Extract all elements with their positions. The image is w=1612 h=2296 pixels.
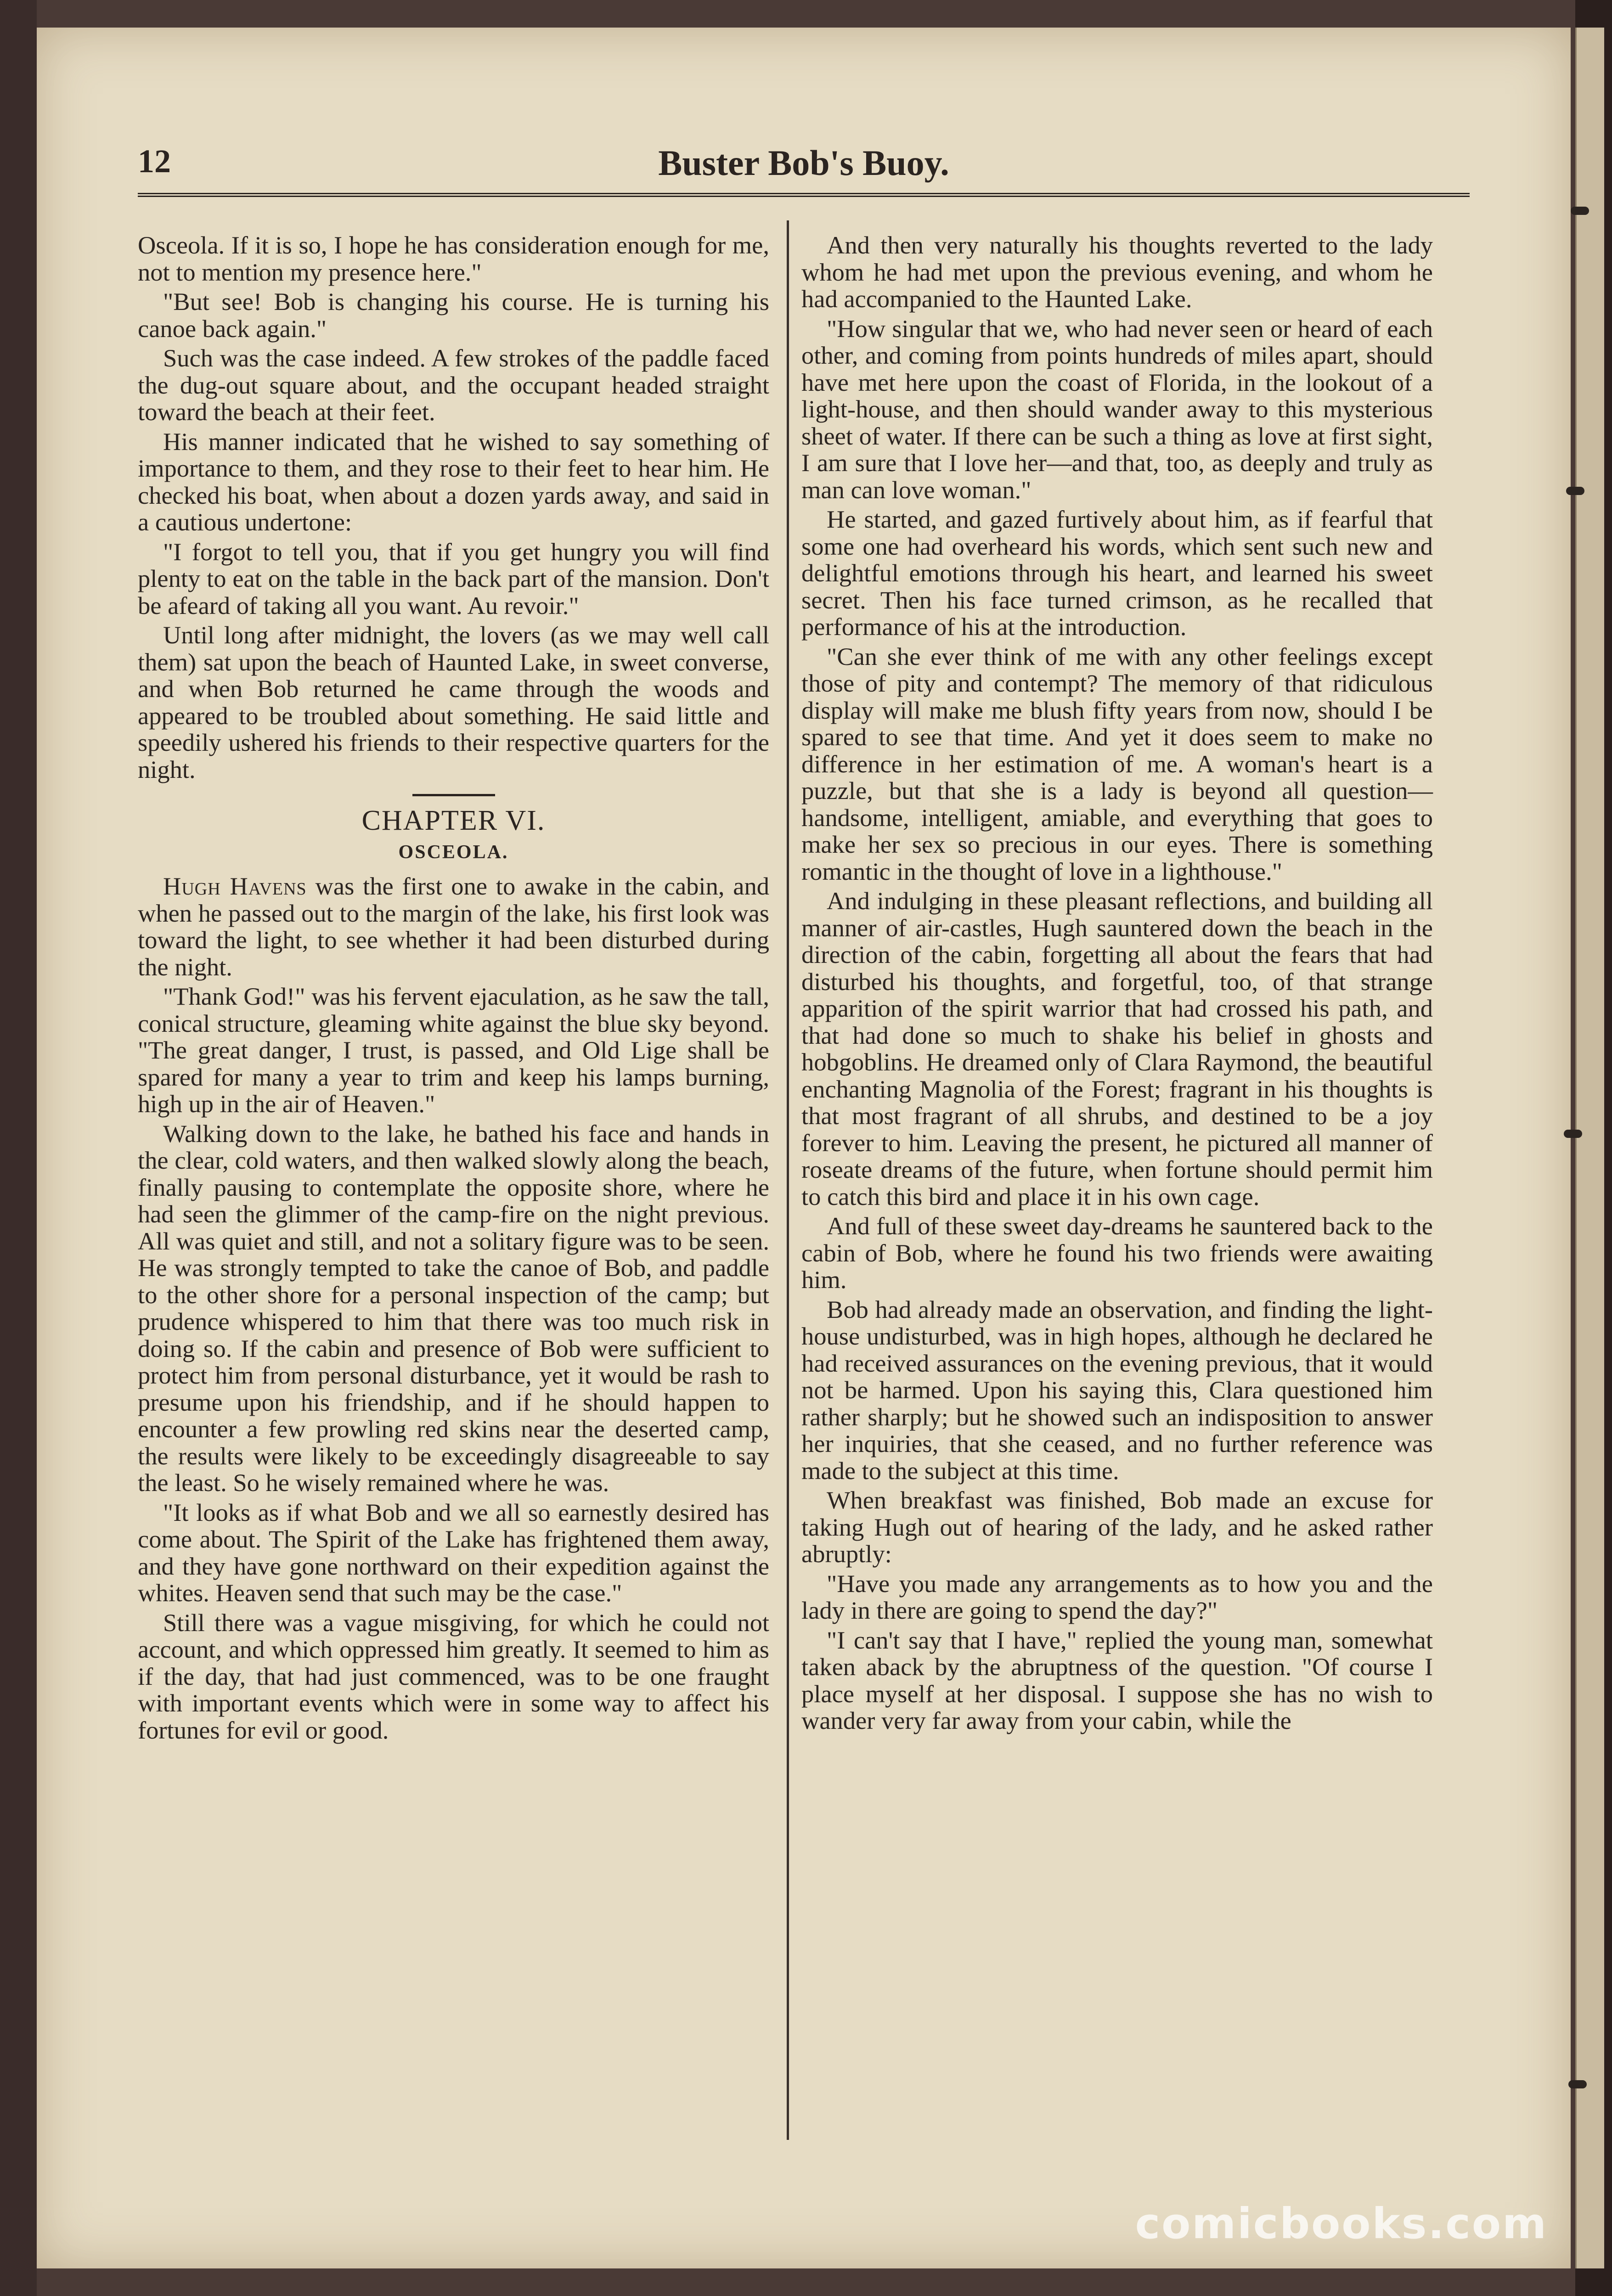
paragraph: And then very naturally his thoughts reverted to the lady whom he had met upon the previous evening, and whom he had accompanied to the Haunted Lake. xyxy=(801,231,1433,313)
paragraph: "Have you made any arrangements as to how you and the lady in there are going to spend the day?" xyxy=(801,1569,1433,1624)
paragraph: When breakfast was finished, Bob made an excuse for taking Hugh out of hearing of the lady, and he asked rather abruptly: xyxy=(801,1486,1433,1568)
paragraph: "How singular that we, who had never seen or heard of each other, and coming from points hundreds of miles apart, should have met here upon the coast of Florida, in the lookout of a light-house, and then should wander away to this mysterious sheet of water. If there can be such a thing as love at first sight, I am sure that I love her—and that, too, as deeply and truly as man can love woman." xyxy=(801,314,1433,504)
chapter-subheading: OSCEOLA. xyxy=(398,841,509,863)
paragraph: "It looks as if what Bob and we all so earnestly desired has come about. The Spirit of the Lake has frightened them away, and they have gone northward on their expedition against the whites. Heaven send that such may be the case." xyxy=(138,1498,769,1607)
paragraph: Bob had already made an observation, and finding the light-house undisturbed, was in high hopes, although he declared he had received assurances on the evening previous, that it would not be harmed. Upon his saying this, Clara questioned him rather sharply; but he showed such an indisposition to answer her inquiries, that she ceased, and no further reference was made to the subject at this time. xyxy=(801,1295,1433,1485)
paragraph: "I forgot to tell you, that if you get hungry you will find plenty to eat on the table in the back part of the mansion. Don't be afeard of taking all you want. Au revoir." xyxy=(138,537,769,619)
paragraph: Osceola. If it is so, I hope he has consideration enough for me, not to mention my presence here." xyxy=(138,231,769,286)
binding-staple-mark xyxy=(1571,207,1589,215)
paragraph: His manner indicated that he wished to say something of importance to them, and they rose to their feet to hear him. He checked his boat, when about a dozen yards away, and said in a cautious undertone: xyxy=(138,427,769,536)
opening-name: Hugh Havens xyxy=(163,872,307,900)
paragraph: Walking down to the lake, he bathed his face and hands in the clear, cold waters, and then walked slowly along the beach, finally pausing to contemplate the opposite shore, where he had seen the glimmer of the camp-fire on the night previous. All was quiet and still, and not a solitary figure was to be seen. He was strongly tempted to take the canoe of Bob, and paddle to the other shore for a personal inspection of the camp; but prudence whispered to him that there was too much risk in doing so. If the cabin and presence of Bob were sufficient to protect him from personal disturbance, yet it would be rash to presume upon his friendship, and if he should happen to encounter a few prowling red skins near the deserted camp, the results were likely to be exceedingly disagreeable to say the least. So he wisely remained where he was. xyxy=(138,1119,769,1497)
left-column xyxy=(138,232,769,1746)
running-title: Buster Bob's Buoy. xyxy=(658,143,949,183)
paragraph: "Thank God!" was his fervent ejaculation, as he saw the tall, conical structure, gleaming white against the blue sky beyond. "The great danger, I trust, is passed, and Old Lige shall be spared for many a year to trim and keep his lamps burning, high up in the air of Heaven." xyxy=(138,982,769,1118)
chapter-divider-rule xyxy=(412,794,495,796)
binding-staple-mark xyxy=(1566,487,1584,495)
binding-staple-mark xyxy=(1564,1130,1582,1138)
paragraph: And full of these sweet day-dreams he sauntered back to the cabin of Bob, where he found his two friends were awaiting him. xyxy=(801,1212,1433,1294)
page-header xyxy=(138,133,1470,197)
chapter-heading: CHAPTER VI. xyxy=(361,805,546,836)
paragraph: "I can't say that I have," replied the young man, somewhat taken aback by the abruptness of the question. "Of course I place myself at her disposal. I suppose she has no wish to wander very far away from your cabin, while the xyxy=(801,1626,1433,1734)
right-column xyxy=(801,232,1433,1737)
paragraph: "Can she ever think of me with any other feelings except those of pity and contempt? The memory of that ridiculous display will make me blush fifty years from now, should I be spared to see that time. And yet it does seem to make no difference in her estimation of me. A woman's heart is a puzzle, but that she is a lady is beyond all question—handsome, intelligent, amiable, and everything that goes to make her sex so precious in our eyes. There is something romantic in the thought of love in a lighthouse." xyxy=(801,642,1433,885)
paragraph: Such was the case indeed. A few strokes of the paddle faced the dug-out square about, and the occupant headed straight toward the beach at their feet. xyxy=(138,344,769,426)
paragraph: And indulging in these pleasant reflections, and building all manner of air-castles, Hugh sauntered down the beach in the direction of the cabin, forgetting all about the fears that had disturbed his thoughts, and forgetful, too, of that strange apparition of the spirit warrior that had crossed his path, and that had done so much to shake his belief in ghosts and hobgoblins. He dreamed only of Clara Raymond, the beautiful enchanting Magnolia of the Forest; fragrant in his thoughts is that most fragrant of all shrubs, and destined to be a joy forever to him. Leaving the present, he pictured all manner of roseate dreams of the future, when fortune should permit him to catch this bird and place it in his own cage. xyxy=(801,887,1433,1210)
paragraph: "But see! Bob is changing his course. He is turning his canoe back again." xyxy=(138,287,769,343)
chapter-opening-paragraph xyxy=(138,873,769,980)
page-number: 12 xyxy=(138,143,171,180)
page-spine-edge xyxy=(1575,28,1604,2268)
paragraph: He started, and gazed furtively about him, as if fearful that some one had overheard his words, which sent such new and delightful emotions through his heart, and learned his sweet secret. Then his face turned crimson, as he recalled that performance of his at the introduction. xyxy=(801,505,1433,641)
paragraph: Until long after midnight, the lovers (as we may well call them) sat upon the beach of Haunted Lake, in sweet converse, and when Bob returned he came through the woods and appeared to be troubled about something. He said little and speedily ushered his friends to their respective quarters for the night. xyxy=(138,621,769,783)
site-watermark: comicbooks.com xyxy=(1135,2199,1548,2248)
opening-text: was the first one to awake in the cabin, and when he passed out to the margin of the lake, his first look was toward the light, to see whether it had been disturbed during the night. xyxy=(138,872,769,981)
binding-staple-mark xyxy=(1568,2080,1587,2088)
column-divider xyxy=(787,220,789,2140)
scan-background-left xyxy=(0,0,37,2296)
paragraph: Still there was a vague misgiving, for which he could not account, and which oppressed him greatly. It seemed to him as if the day, that had just commenced, was to be one fraught with important events which were in some way to affect his fortunes for evil or good. xyxy=(138,1608,769,1744)
